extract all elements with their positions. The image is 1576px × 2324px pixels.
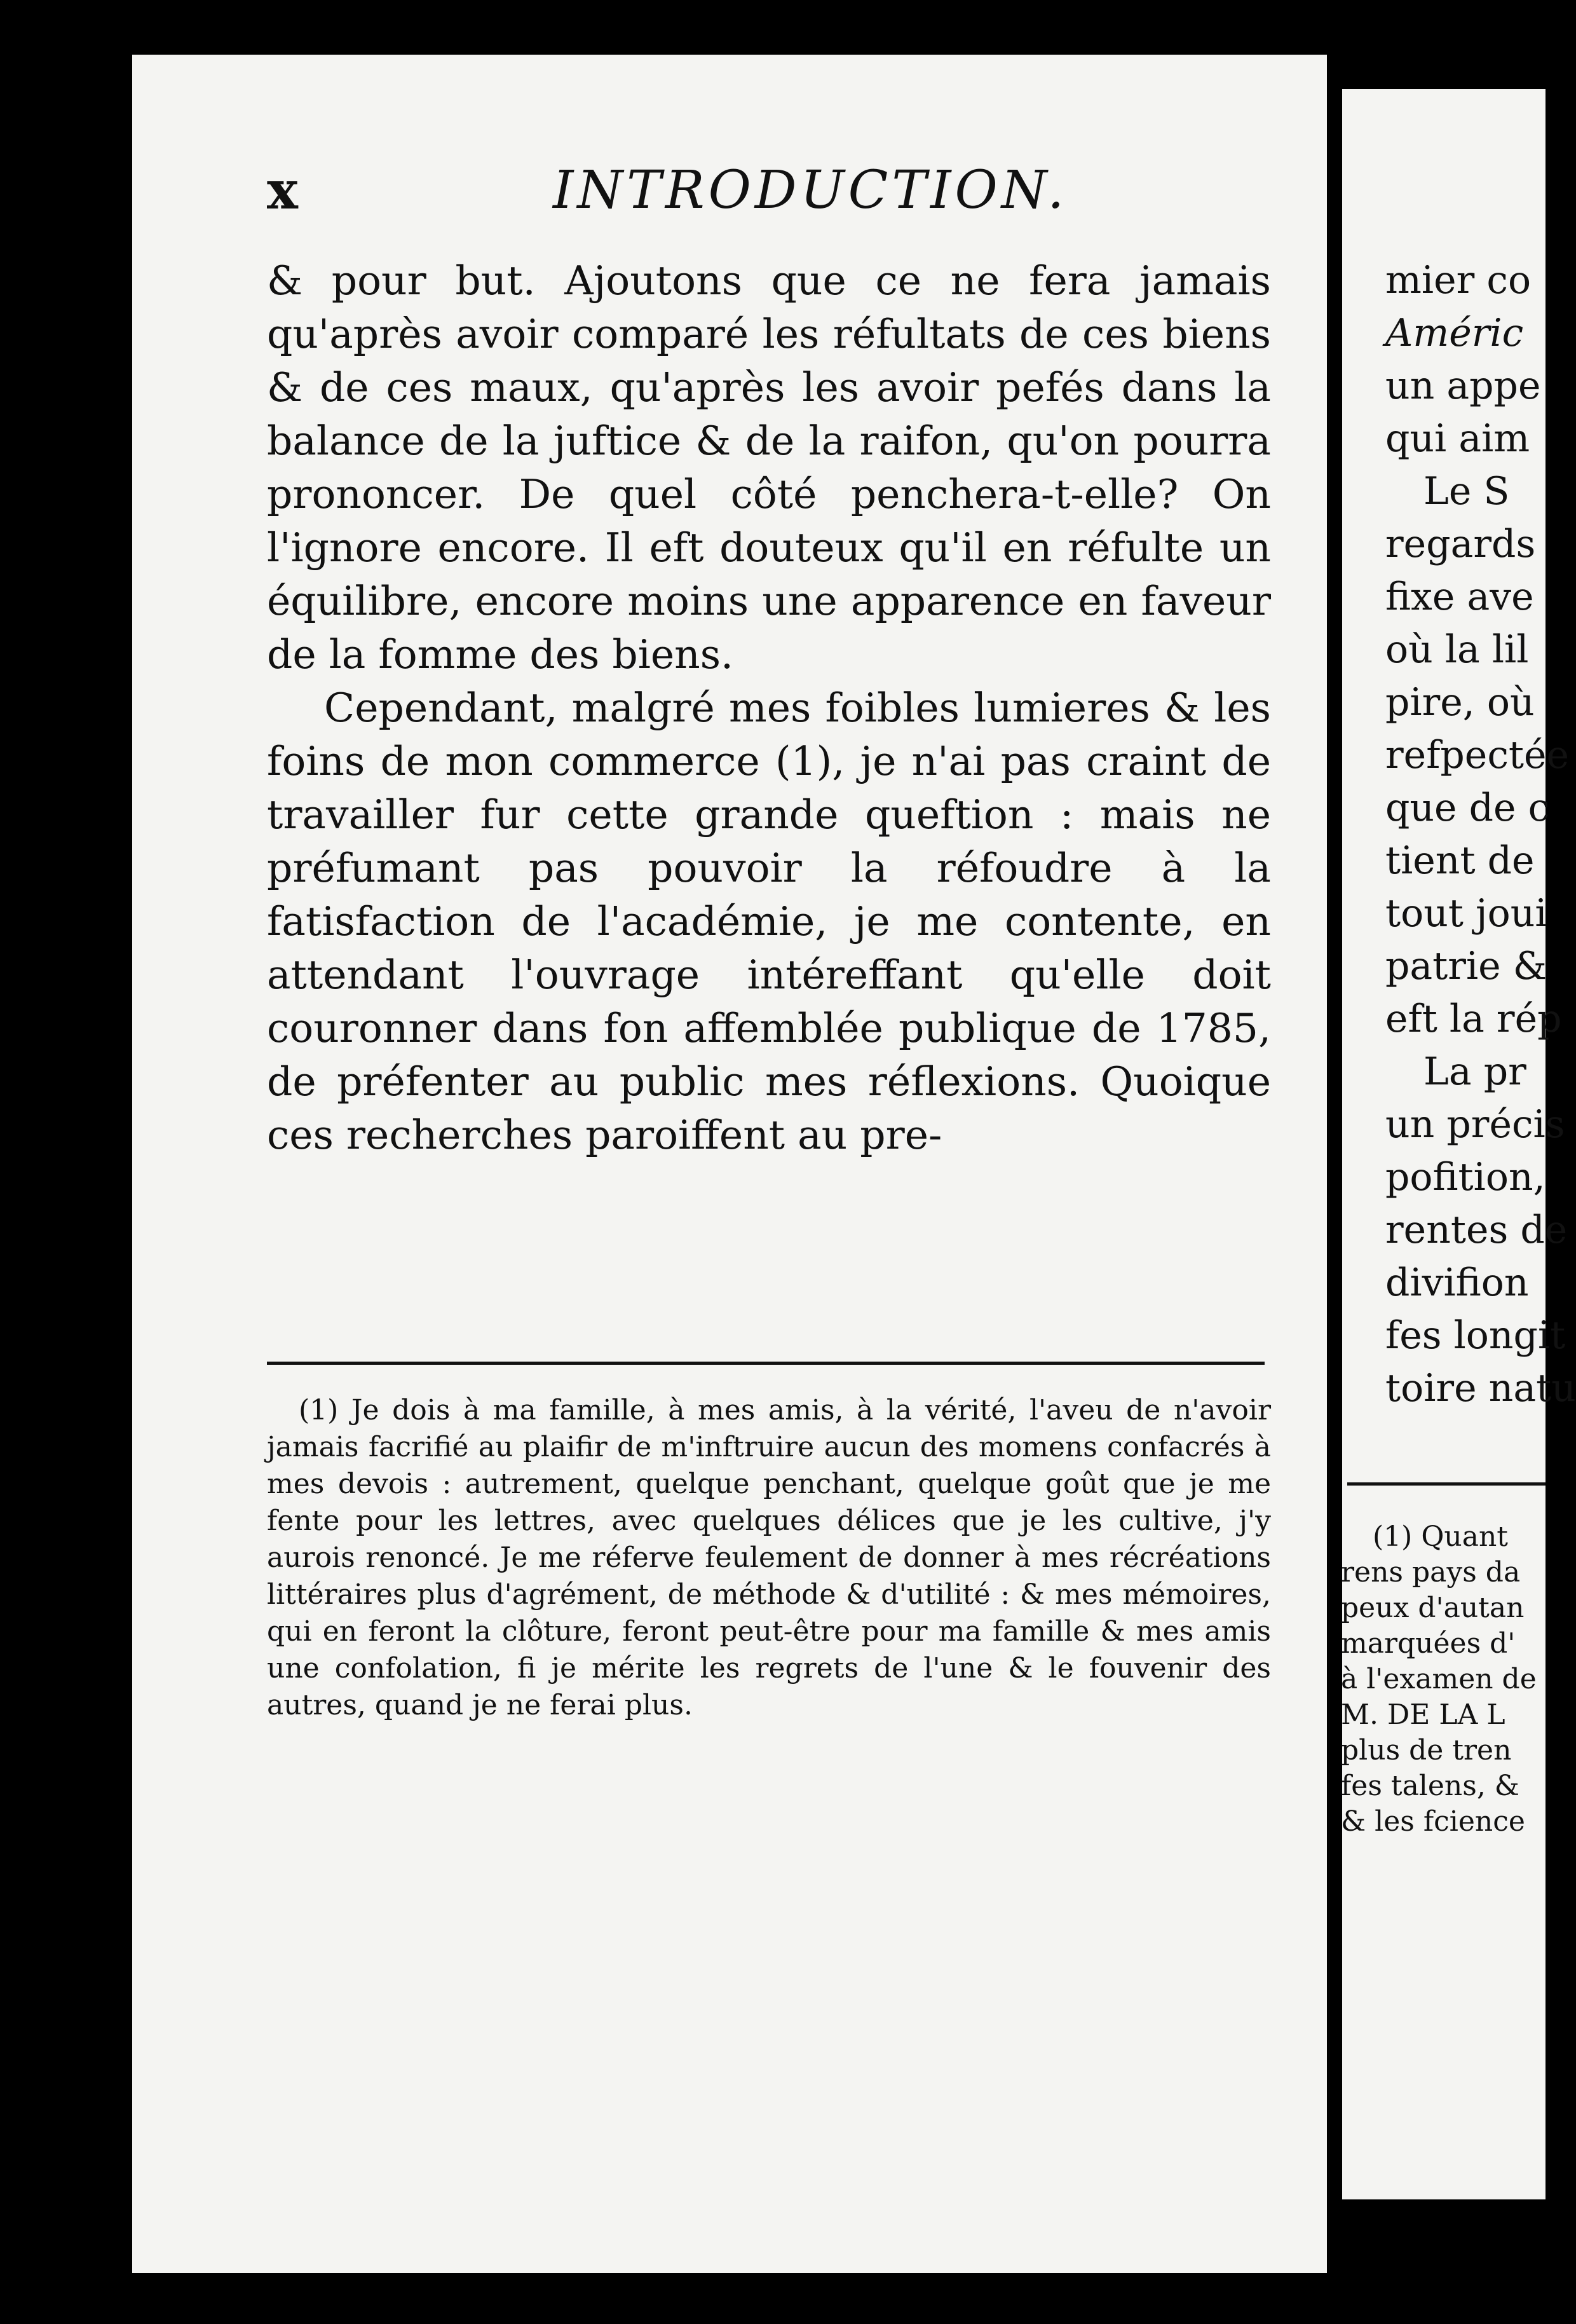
paragraph-1: & pour but. Ajoutons que ce ne fera jamais qu'après avoir comparé les réfultats de ces biens & de ces maux, qu'après les avoir pefés dans la balance de la juftice & de la raifon, qu'on pourra prononcer. De quel côté penchera-t-elle? On l'ignore encore. Il eft douteux qu'il en réfulte un équilibre, encore moins une apparence en faveur de la fomme des biens.: [267, 257, 1271, 678]
running-head: [267, 160, 1284, 221]
page-folio: x: [267, 160, 302, 221]
right-footnote-line: fes talens, &: [1341, 1770, 1519, 1802]
right-page-text: [1385, 254, 1576, 1415]
right-footnote-line: M. DE LA L: [1341, 1699, 1505, 1731]
right-line: tient de: [1385, 838, 1535, 883]
right-footnote-line: rens pays da: [1341, 1556, 1521, 1589]
running-title: INTRODUCTION.: [553, 160, 1068, 221]
right-line: fixe ave: [1385, 575, 1534, 619]
right-footnote-line: peux d'autan: [1341, 1592, 1525, 1624]
right-line: regards: [1385, 522, 1536, 566]
right-line: pire, où: [1385, 680, 1535, 725]
right-footnote-line: (1) Quant: [1373, 1521, 1508, 1553]
right-line: La pr: [1423, 1049, 1526, 1094]
footnote-text: (1) Je dois à ma famille, à mes amis, à la vérité, l'aveu de n'avoir jamais facrifié au plaifir de m'inftruire aucun des momens confacrés à mes devois : autrement, quelque penchant, quelque goût que je me fente pour les lettres, avec quelques délices que je les cultive, j'y aurois renoncé. Je me réferve feulement de donner à mes récréations littéraires plus d'agrément, de méthode & d'utilité : & mes mémoires, qui en feront la clôture, feront peut-être pour ma famille & mes amis une confolation, fi je mérite les regrets de l'une & le fouvenir des autres, quand je ne ferai plus.: [267, 1394, 1271, 1721]
right-line: un précis: [1385, 1102, 1565, 1147]
right-line: rentes de: [1385, 1208, 1568, 1252]
right-footnote-line: & les fcience: [1341, 1805, 1525, 1838]
right-line: Améric: [1385, 311, 1524, 355]
footnote-rule: [267, 1362, 1265, 1365]
right-line: fes longit: [1385, 1313, 1566, 1358]
page-gutter: [1327, 55, 1342, 2273]
right-line: où la lil: [1385, 627, 1529, 672]
paragraph-2: Cependant, malgré mes foibles lumieres & les foins de mon commerce (1), je n'ai pas craint de travailler fur cette grande queftion : mais ne préfumant pas pouvoir la réfoudre à la fatisfaction de l'académie, je me contente, en attendant l'ouvrage intéreffant qu'elle doit couronner dans fon affemblée publique de 1785, de préfenter au public mes réflexions. Quoique ces recherches paroiffent au pre-: [267, 685, 1271, 1158]
right-line: un appe: [1385, 364, 1541, 408]
right-line: Le S: [1423, 469, 1510, 514]
right-line: refpectée: [1385, 733, 1570, 777]
right-line: toire natu: [1385, 1366, 1576, 1411]
body-text: [267, 254, 1271, 1162]
right-footnote-line: marquées d': [1341, 1627, 1516, 1660]
right-line: tout joui: [1385, 891, 1547, 936]
right-line: patrie &: [1385, 944, 1547, 988]
right-footnote-rule: [1347, 1482, 1545, 1486]
right-line: que de c: [1385, 786, 1550, 830]
footnote: [267, 1392, 1271, 1724]
right-line: pofition,: [1385, 1155, 1545, 1200]
right-line: qui aim: [1385, 416, 1530, 461]
right-line: eft la rép: [1385, 997, 1562, 1041]
right-footnote-line: plus de tren: [1341, 1734, 1512, 1767]
right-line: divifion: [1385, 1261, 1529, 1305]
right-footnote: [1341, 1519, 1545, 1840]
right-line: mier co: [1385, 258, 1532, 303]
right-footnote-line: à l'examen de: [1341, 1663, 1537, 1695]
